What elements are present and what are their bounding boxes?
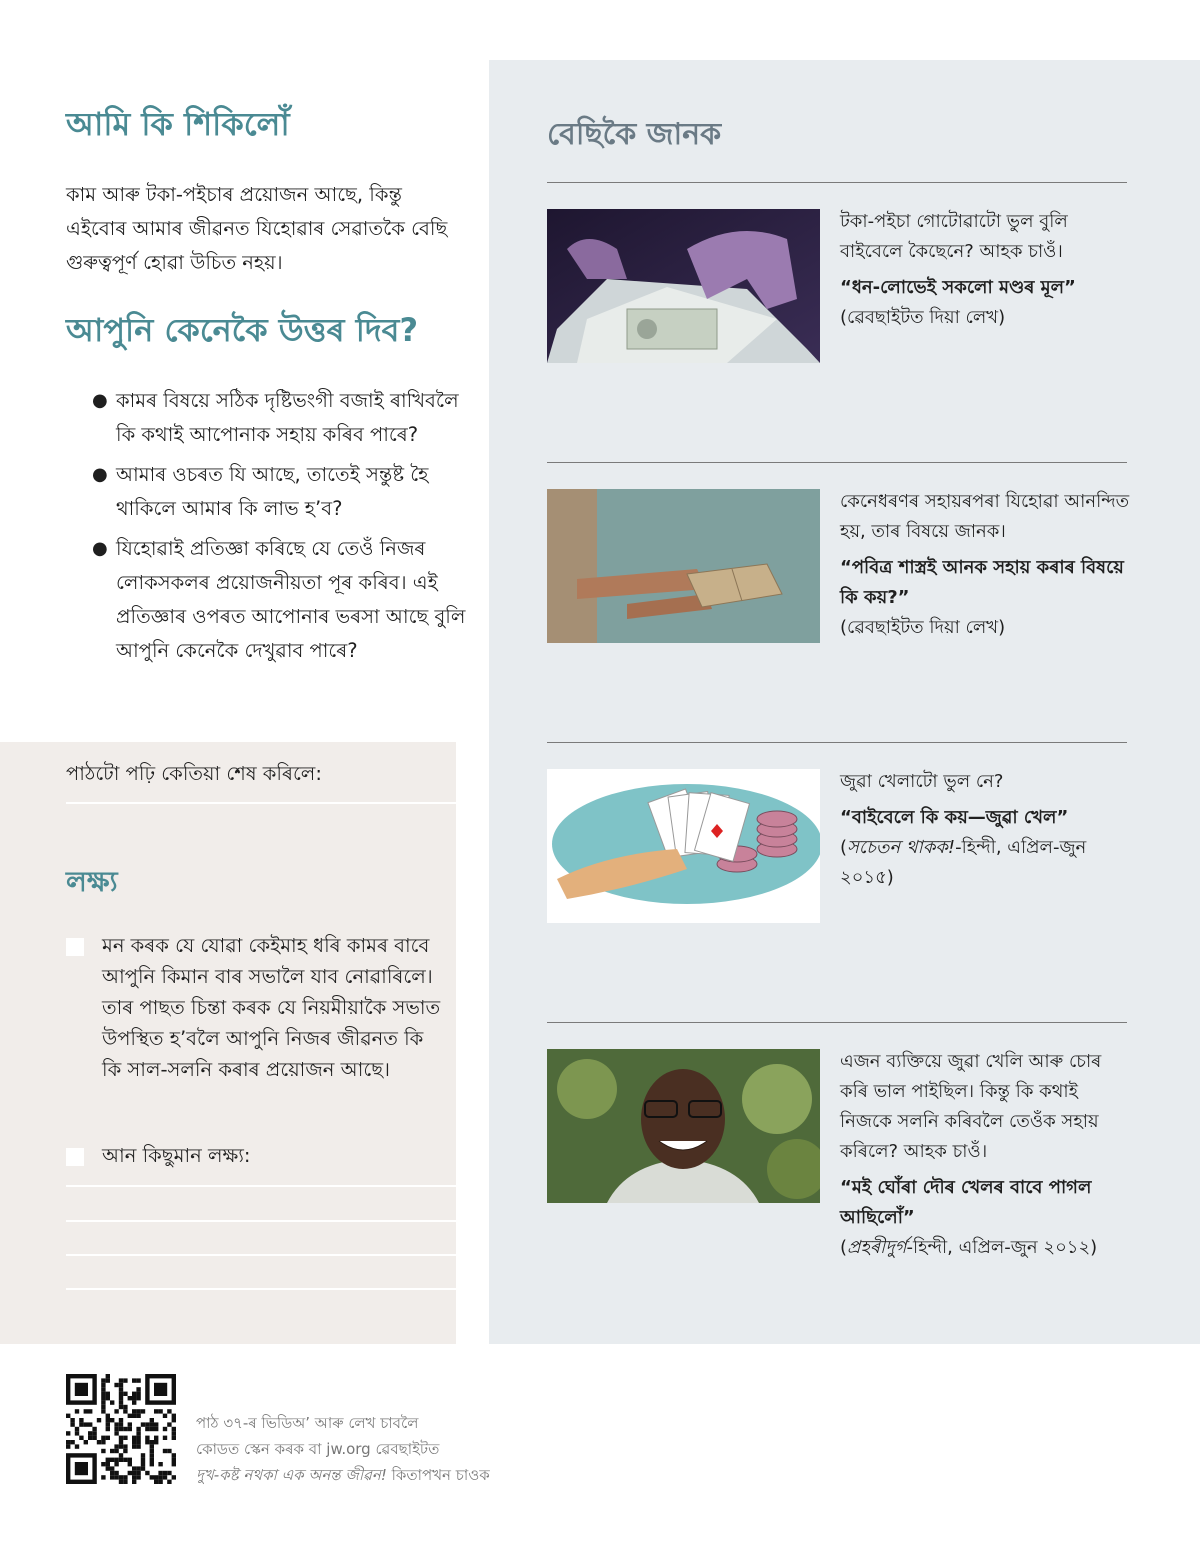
goal-text: আন কিছুমান লক্ষ্য: (102, 1144, 251, 1167)
footer-line: পাঠ ৩৭-ৰ ভিডিঅ’ আৰু লেখ চাবলৈ (196, 1414, 419, 1432)
question-item: ● কামৰ বিষয়ে সঠিক দৃষ্টিভংগী বজাই ৰাখিবলৈ কি কথাই আপোনাক সহায় কৰিব পাৰে? (92, 384, 472, 452)
finished-date-label: পাঠটো পঢ়ি কেতিয়া শেষ কৰিলে: (66, 762, 322, 785)
finished-date-line[interactable] (66, 802, 456, 804)
qr-code-image[interactable] (66, 1374, 176, 1484)
learned-heading: আমি কি শিকিলোঁ (66, 105, 290, 143)
card-intro: কেনেধৰণৰ সহায়ৰপৰা যিহোৱা আনন্দিত হয়, তাৰ বিষয়ে জানক। (840, 491, 1130, 542)
bullet-icon: ● (92, 464, 108, 485)
goal-item (66, 1140, 446, 1171)
question-item: ● আমাৰ ওচৰত যি আছে, তাতেই সন্তুষ্ট হৈ থাকিলে আমাৰ কি লাভ হ’ব? (92, 458, 472, 526)
book-title-link[interactable]: দুখ-কষ্ট নথকা এক অনন্ত জীৱন! (196, 1466, 387, 1484)
goal-checkbox[interactable] (66, 1148, 84, 1166)
card-text (840, 1047, 1130, 1263)
card-divider (547, 462, 1127, 463)
card-source: (প্ৰহৰীদুৰ্গ-হিন্দী, এপ্ৰিল-জুন ২০১২) (840, 1237, 1098, 1258)
card-source: (ৱেবছাইটত দিয়া লেখ) (840, 617, 1006, 638)
footer-line: দুখ-কষ্ট নথকা এক অনন্ত জীৱন! কিতাপখন চাওক (196, 1466, 490, 1484)
parcel-hands-image[interactable] (547, 489, 820, 643)
cards-chips-image[interactable] (547, 769, 820, 923)
answer-heading: আপুনি কেনেকৈ উত্তৰ দিব? (66, 311, 419, 349)
footer-text (196, 1410, 490, 1488)
goal-write-line[interactable] (66, 1254, 456, 1256)
card-title-link[interactable]: “বাইবেলে কি কয়—জুৱা খেল” (840, 807, 1069, 828)
card-text (840, 767, 1130, 893)
card-divider (547, 1022, 1127, 1023)
card-divider (547, 182, 1127, 183)
question-list (92, 384, 472, 674)
card-source: (সচেতন থাকক!-হিন্দী, এপ্ৰিল-জুন ২০১৫) (840, 837, 1087, 888)
learned-text: কাম আৰু টকা-পইচাৰ প্ৰয়োজন আছে, কিন্তু এইবোৰ আমাৰ জীৱনত যিহোৱাৰ সেৱাতকৈ বেছি গুৰুত্বপূৰ্ণ হোৱা উচিত নহয়। (66, 183, 448, 274)
goal-checkbox[interactable] (66, 938, 84, 956)
bullet-icon: ● (92, 390, 108, 411)
card-source: (ৱেবছাইটত দিয়া লেখ) (840, 307, 1006, 328)
footer-line: কোডত স্কেন কৰক বা jw.org ৱেবছাইটত (196, 1440, 440, 1458)
card-intro: জুৱা খেলাটো ভুল নে? (840, 771, 1004, 792)
bullet-icon: ● (92, 538, 108, 559)
money-hands-image[interactable] (547, 209, 820, 363)
card-title-link[interactable]: “পবিত্ৰ শাস্ত্ৰই আনক সহায় কৰাৰ বিষয়ে কি কয়?” (840, 557, 1124, 608)
card-divider (547, 742, 1127, 743)
goal-write-line[interactable] (66, 1220, 456, 1222)
goal-text: মন কৰক যে যোৱা কেইমাহ ধৰি কামৰ বাবে আপুনি কিমান বাৰ সভালৈ যাব নোৱাৰিলে। তাৰ পাছত চিন্তা কৰক যে নিয়মীয়াকৈ সভাত উপস্থিত হ’বলৈ আপুনি নিজৰ জীৱনত কি কি সাল-সলনি কৰাৰ প্ৰয়োজন আছে। (102, 934, 441, 1081)
question-item: ● যিহোৱাই প্ৰতিজ্ঞা কৰিছে যে তেওঁ নিজৰ লোকসকলৰ প্ৰয়োজনীয়তা পূৰ কৰিব। এই প্ৰতিজ্ঞাৰ ওপৰত আপোনাৰ ভৰসা আছে বুলি আপুনি কেনেকৈ দেখুৱাব পাৰে? (92, 532, 472, 668)
goal-heading: লক্ষ্য (66, 865, 118, 898)
learn-more-heading: বেছিকৈ জানক (547, 117, 722, 152)
card-intro: টকা-পইচা গোটোৱাটো ভুল বুলি বাইবেলে কৈছেনে? আহক চাওঁ। (840, 211, 1068, 262)
goal-write-line[interactable] (66, 1185, 456, 1187)
goal-item (66, 930, 446, 1085)
card-intro: এজন ব্যক্তিয়ে জুৱা খেলি আৰু চোৰ কৰি ভাল পাইছিল। কিন্তু কি কথাই নিজকে সলনি কৰিবলৈ তেওঁক সহায় কৰিলে? আহক চাওঁ। (840, 1051, 1102, 1162)
smiling-man-image[interactable] (547, 1049, 820, 1203)
card-text (840, 487, 1130, 643)
card-title-link[interactable]: “ধন-লোভেই সকলো মণ্ডৰ মূল” (840, 277, 1076, 298)
card-text (840, 207, 1130, 333)
card-title-link[interactable]: “মই ঘোঁৰা দৌৰ খেলৰ বাবে পাগল আছিলোঁ” (840, 1177, 1092, 1228)
goal-write-line[interactable] (66, 1288, 456, 1290)
qr-code-icon (66, 1374, 176, 1484)
